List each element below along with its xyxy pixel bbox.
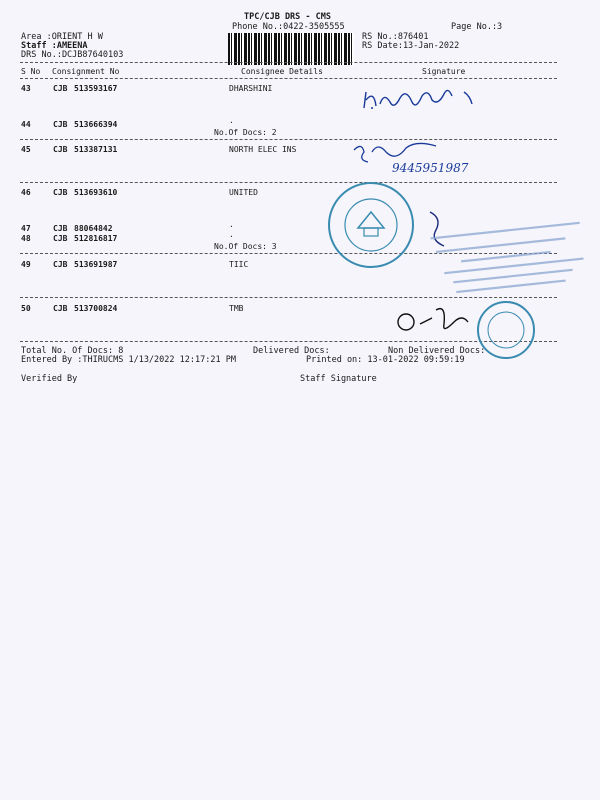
row-consignment: 513691987	[74, 260, 118, 269]
row-prefix: CJB	[53, 120, 68, 129]
non-delivered-docs: Non Delivered Docs:	[388, 346, 486, 356]
verified-by: Verified By	[21, 374, 78, 384]
col-signature: Signature	[422, 67, 466, 76]
col-sno: S No	[21, 67, 41, 76]
row-sno: 45	[21, 145, 31, 154]
row-prefix: CJB	[53, 224, 68, 233]
divider	[20, 62, 557, 63]
row-consignee: .	[229, 230, 234, 239]
rs-number: RS No.:876401	[362, 32, 429, 42]
report-title: TPC/CJB DRS - CMS	[244, 12, 331, 22]
row-consignee: .	[229, 220, 234, 229]
row-consignment: 513700824	[74, 304, 118, 313]
row-consignee: UNITED	[229, 188, 258, 197]
round-stamp	[326, 180, 416, 270]
row-consignee: NORTH ELEC INS	[229, 145, 297, 154]
row-consignee: .	[229, 116, 234, 125]
delivered-docs: Delivered Docs:	[253, 346, 330, 356]
entered-by: Entered By :THIRUCMS 1/13/2022 12:17:21 PM	[21, 355, 236, 365]
divider	[20, 182, 557, 183]
divider	[20, 78, 557, 79]
row-sno: 46	[21, 188, 31, 197]
row-sno: 48	[21, 234, 31, 243]
signature-phone: 9445951987	[392, 161, 469, 175]
signature-north-elec	[350, 140, 510, 176]
signature-tmb	[394, 300, 474, 340]
row-sno: 43	[21, 84, 31, 93]
row-prefix: CJB	[53, 188, 68, 197]
row-doc-count: No.Of Docs: 3	[214, 242, 277, 251]
row-consignee: TIIC	[229, 260, 249, 269]
row-prefix: CJB	[53, 260, 68, 269]
row-prefix: CJB	[53, 234, 68, 243]
row-sno: 50	[21, 304, 31, 313]
rs-date: RS Date:13-Jan-2022	[362, 41, 460, 51]
row-sno: 47	[21, 224, 31, 233]
barcode	[228, 33, 354, 65]
row-prefix: CJB	[53, 145, 68, 154]
row-consignment: 513666394	[74, 120, 118, 129]
row-consignment: 513387131	[74, 145, 118, 154]
staff-label: Staff :AMEENA	[21, 41, 88, 51]
row-consignment: 513593167	[74, 84, 118, 93]
row-consignee: TMB	[229, 304, 244, 313]
row-prefix: CJB	[53, 84, 68, 93]
staff-signature: Staff Signature	[300, 374, 377, 384]
page-number: Page No.:3	[451, 22, 503, 32]
row-consignee: DHARSHINI	[229, 84, 273, 93]
area-label: Area :ORIENT H W	[21, 32, 103, 42]
row-sno: 44	[21, 120, 31, 129]
total-docs: Total No. Of Docs: 8	[21, 346, 124, 356]
phone-number: Phone No.:0422-3505555	[232, 22, 345, 32]
row-sno: 49	[21, 260, 31, 269]
col-consignment: Consignment No	[52, 67, 120, 76]
company-stamp	[426, 208, 598, 290]
row-prefix: CJB	[53, 304, 68, 313]
drs-number: DRS No.:DCJB87640103	[21, 50, 124, 60]
row-consignment: 513693610	[74, 188, 118, 197]
round-stamp	[476, 290, 536, 370]
row-doc-count: No.Of Docs: 2	[214, 128, 277, 137]
row-consignment: 512816817	[74, 234, 118, 243]
row-consignment: 88064842	[74, 224, 113, 233]
printed-on: Printed on: 13-01-2022 09:59:19	[306, 355, 465, 365]
col-consignee: Consignee Details	[241, 67, 323, 76]
signature-dharshini	[360, 86, 490, 116]
